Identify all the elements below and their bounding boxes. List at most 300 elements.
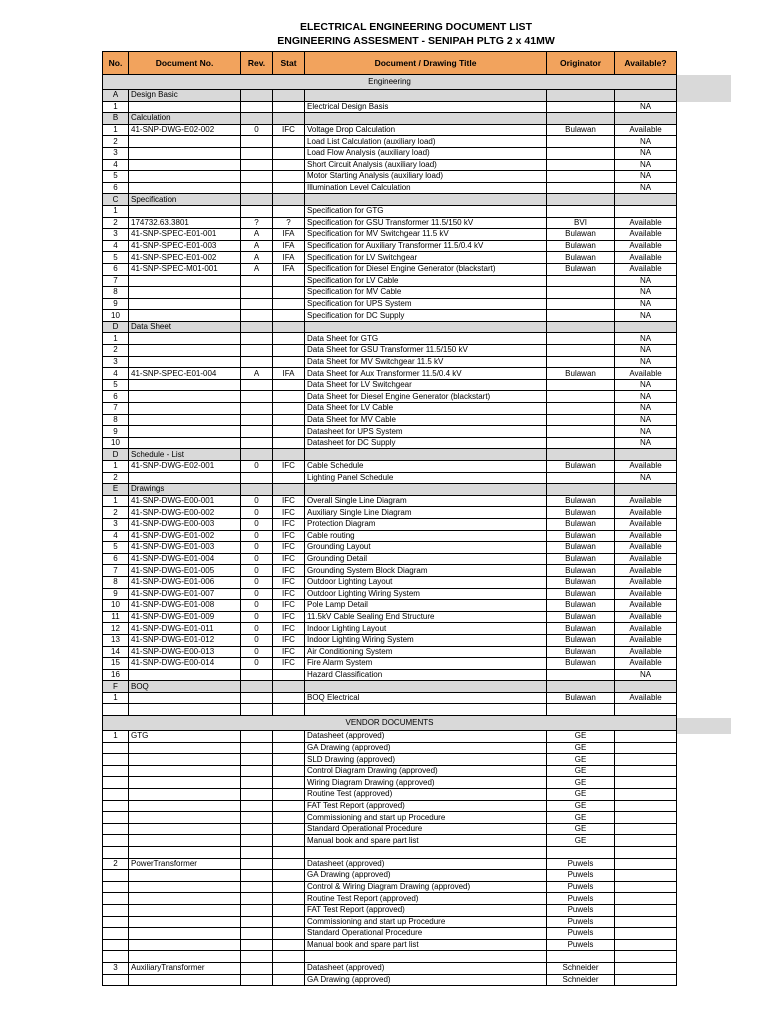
row-no [103,704,129,716]
engineering-banner-row [103,75,677,90]
document-title-block [0,20,768,48]
document-title-cell: Short Circuit Analysis (auxiliary load) [305,159,547,171]
document-title-cell: Grounding Layout [305,542,547,554]
availability: NA [615,159,677,171]
row-no: 1 [103,731,129,743]
row-no: 3 [103,356,129,368]
row-no [103,904,129,916]
document-number [129,182,241,194]
status: IFC [273,588,305,600]
table-row [103,310,677,322]
row-no: 4 [103,240,129,252]
revision: 0 [241,588,273,600]
document-title-cell: Air Conditioning System [305,646,547,658]
table-row [103,298,677,310]
empty-cell [241,194,273,206]
vendor-banner-row [103,716,677,731]
table-row [103,916,677,928]
document-number: 41-SNP-SPEC-E01-001 [129,229,241,241]
revision [241,858,273,870]
originator [547,171,615,183]
row-no: 6 [103,182,129,194]
status [273,847,305,859]
table-row [103,553,677,565]
empty-cell [615,321,677,333]
revision [241,928,273,940]
table-row [103,692,677,704]
revision [241,437,273,449]
row-no: 1 [103,101,129,113]
availability: Available [615,542,677,554]
availability: NA [615,345,677,357]
revision: A [241,252,273,264]
revision [241,881,273,893]
status [273,765,305,777]
document-number: 41-SNP-DWG-E01-012 [129,634,241,646]
document-title-cell: Datasheet for DC Supply [305,437,547,449]
revision: A [241,229,273,241]
document-number [129,893,241,905]
revision: 0 [241,461,273,473]
table-row [103,904,677,916]
table-row [103,542,677,554]
empty-cell [547,321,615,333]
empty-cell [273,90,305,102]
originator [547,287,615,299]
revision [241,742,273,754]
empty-cell [547,113,615,125]
status [273,692,305,704]
revision [241,136,273,148]
row-no: 12 [103,623,129,635]
status: IFC [273,646,305,658]
availability: NA [615,426,677,438]
revision [241,414,273,426]
document-title-cell: Indoor Lighting Layout [305,623,547,635]
originator: Bulawan [547,518,615,530]
availability [615,777,677,789]
row-no: 2 [103,136,129,148]
empty-cell [547,90,615,102]
table-row [103,870,677,882]
table-row [103,835,677,847]
availability [615,765,677,777]
document-number [129,391,241,403]
status [273,414,305,426]
document-title-cell: Routine Test Report (approved) [305,893,547,905]
document-title-cell: Specification for UPS System [305,298,547,310]
document-title-cell: Data Sheet for LV Switchgear [305,379,547,391]
row-no: 8 [103,414,129,426]
availability: NA [615,379,677,391]
empty-cell [305,113,547,125]
document-number: 41-SNP-DWG-E00-013 [129,646,241,658]
row-no: B [103,113,129,125]
document-title-cell: Specification for GTG [305,205,547,217]
row-no [103,765,129,777]
status [273,287,305,299]
originator: Bulawan [547,530,615,542]
row-no: 2 [103,345,129,357]
document-number [129,310,241,322]
row-no: 5 [103,171,129,183]
header-available: Available? [615,52,677,75]
document-number: 41-SNP-DWG-E00-003 [129,518,241,530]
originator: Puwels [547,904,615,916]
availability [615,870,677,882]
row-no: 2 [103,217,129,229]
document-title-cell: Data Sheet for Diesel Engine Generator (blackstart) [305,391,547,403]
availability: NA [615,333,677,345]
row-no [103,939,129,951]
availability: Available [615,263,677,275]
revision [241,205,273,217]
originator: Bulawan [547,565,615,577]
table-row [103,171,677,183]
document-number: 41-SNP-DWG-E00-001 [129,495,241,507]
revision: 0 [241,124,273,136]
document-number: 41-SNP-DWG-E01-008 [129,600,241,612]
document-number [129,812,241,824]
document-title-cell: 11.5kV Cable Sealing End Structure [305,611,547,623]
document-title-cell: Specification for DC Supply [305,310,547,322]
document-number [129,881,241,893]
revision [241,310,273,322]
originator: Puwels [547,939,615,951]
document-number [129,147,241,159]
status [273,870,305,882]
status [273,893,305,905]
table-row [103,588,677,600]
document-number [129,951,241,963]
availability: NA [615,356,677,368]
row-no: 10 [103,310,129,322]
table-row [103,731,677,743]
table-row [103,379,677,391]
document-title-cell: Protection Diagram [305,518,547,530]
table-row [103,974,677,986]
document-title-cell: Specification for Diesel Engine Generator (blackstart) [305,263,547,275]
table-row [103,368,677,380]
empty-cell [273,484,305,496]
row-no: 2 [103,472,129,484]
section-row [103,113,677,125]
document-title-cell: Pole Lamp Detail [305,600,547,612]
document-number: 41-SNP-DWG-E01-011 [129,623,241,635]
status: IFC [273,518,305,530]
row-no [103,823,129,835]
section-name: Data Sheet [129,321,241,333]
empty-cell [547,194,615,206]
availability: Available [615,124,677,136]
originator [547,147,615,159]
status: IFC [273,495,305,507]
document-title-cell: Datasheet (approved) [305,962,547,974]
status [273,704,305,716]
row-no [103,812,129,824]
availability [615,939,677,951]
status [273,904,305,916]
status [273,182,305,194]
revision [241,287,273,299]
table-row [103,495,677,507]
originator: Bulawan [547,692,615,704]
table-row [103,333,677,345]
row-no: 9 [103,298,129,310]
status: IFC [273,553,305,565]
row-no: 10 [103,437,129,449]
availability: Available [615,461,677,473]
originator: Bulawan [547,646,615,658]
status: IFC [273,542,305,554]
revision: 0 [241,507,273,519]
status [273,403,305,415]
originator: Bulawan [547,658,615,670]
availability: NA [615,101,677,113]
table-row [103,823,677,835]
table-row [103,951,677,963]
document-number: 41-SNP-SPEC-E01-003 [129,240,241,252]
row-no: F [103,681,129,693]
table-row [103,507,677,519]
row-no: D [103,449,129,461]
empty-cell [615,484,677,496]
table-row [103,101,677,113]
originator [547,391,615,403]
table-row [103,182,677,194]
availability [615,893,677,905]
empty-cell [305,194,547,206]
table-row [103,600,677,612]
document-title-cell: Commissioning and start up Procedure [305,812,547,824]
document-title-cell: Datasheet (approved) [305,731,547,743]
availability: NA [615,275,677,287]
section-row [103,484,677,496]
document-title-cell: Load List Calculation (auxiliary load) [305,136,547,148]
document-number [129,823,241,835]
table-row [103,623,677,635]
document-number [129,205,241,217]
table-row [103,777,677,789]
status [273,858,305,870]
document-number [129,847,241,859]
availability: NA [615,136,677,148]
availability [615,974,677,986]
document-number [129,287,241,299]
row-no: 15 [103,658,129,670]
document-title-cell: Standard Operational Procedure [305,823,547,835]
revision [241,391,273,403]
originator [547,136,615,148]
originator: Bulawan [547,611,615,623]
header-rev: Rev. [241,52,273,75]
status [273,136,305,148]
revision [241,974,273,986]
section-row [103,449,677,461]
availability: NA [615,171,677,183]
table-row [103,800,677,812]
empty-cell [615,90,677,102]
row-no: 4 [103,530,129,542]
table-row [103,576,677,588]
originator [547,356,615,368]
availability: Available [615,530,677,542]
originator: Bulawan [547,576,615,588]
originator [547,310,615,322]
table-row [103,658,677,670]
availability: NA [615,669,677,681]
document-title-cell: Illumination Level Calculation [305,182,547,194]
originator [547,205,615,217]
status [273,101,305,113]
status [273,939,305,951]
originator: Puwels [547,881,615,893]
row-no: 8 [103,287,129,299]
originator [547,951,615,963]
status: IFC [273,634,305,646]
status [273,147,305,159]
table-row [103,812,677,824]
availability [615,916,677,928]
availability: Available [615,692,677,704]
originator [547,379,615,391]
table-row [103,565,677,577]
document-number [129,472,241,484]
row-no: 1 [103,205,129,217]
revision [241,101,273,113]
document-number [129,939,241,951]
revision [241,275,273,287]
document-title-cell: Fire Alarm System [305,658,547,670]
originator [547,437,615,449]
section-name: Calculation [129,113,241,125]
empty-cell [615,681,677,693]
revision [241,962,273,974]
empty-cell [305,449,547,461]
availability: Available [615,507,677,519]
originator: GE [547,754,615,766]
originator: GE [547,789,615,801]
revision: 0 [241,646,273,658]
status [273,974,305,986]
availability: Available [615,611,677,623]
originator: GE [547,800,615,812]
document-title-cell: Outdoor Lighting Layout [305,576,547,588]
table-row [103,124,677,136]
revision [241,159,273,171]
table-row [103,928,677,940]
document-title-cell: Outdoor Lighting Wiring System [305,588,547,600]
header-no: No. [103,52,129,75]
revision [241,754,273,766]
row-no [103,893,129,905]
revision [241,472,273,484]
status: IFC [273,576,305,588]
originator [547,414,615,426]
status: IFA [273,229,305,241]
document-list-table [102,51,677,986]
document-number: GTG [129,731,241,743]
document-number [129,904,241,916]
table-row [103,669,677,681]
originator: Bulawan [547,634,615,646]
revision: 0 [241,565,273,577]
empty-cell [241,484,273,496]
status [273,426,305,438]
document-number: 41-SNP-SPEC-E01-004 [129,368,241,380]
table-row [103,754,677,766]
revision [241,704,273,716]
status [273,205,305,217]
availability: Available [615,240,677,252]
table-row [103,403,677,415]
row-no: 7 [103,403,129,415]
status: IFC [273,461,305,473]
row-no [103,742,129,754]
document-title-cell: Auxiliary Single Line Diagram [305,507,547,519]
document-number: AuxiliaryTransformer [129,962,241,974]
row-no: 7 [103,565,129,577]
revision [241,731,273,743]
revision [241,812,273,824]
document-number [129,379,241,391]
revision: A [241,263,273,275]
row-no: 3 [103,147,129,159]
document-title-cell: Cable Schedule [305,461,547,473]
table-row [103,765,677,777]
status [273,823,305,835]
row-no: 3 [103,229,129,241]
originator [547,345,615,357]
row-no [103,777,129,789]
vendor-banner: VENDOR DOCUMENTS [103,716,677,731]
document-number [129,742,241,754]
originator: Schneider [547,962,615,974]
originator: Puwels [547,893,615,905]
revision: 0 [241,634,273,646]
status: IFC [273,507,305,519]
status [273,742,305,754]
originator: Schneider [547,974,615,986]
row-no: 1 [103,333,129,345]
availability [615,928,677,940]
empty-cell [615,449,677,461]
document-number [129,692,241,704]
table-row [103,858,677,870]
table-row [103,426,677,438]
originator [547,159,615,171]
availability [615,904,677,916]
availability: Available [615,495,677,507]
table-row [103,704,677,716]
revision [241,777,273,789]
row-no: 11 [103,611,129,623]
empty-cell [273,681,305,693]
availability [615,823,677,835]
originator: GE [547,823,615,835]
originator [547,669,615,681]
row-no [103,974,129,986]
status [273,881,305,893]
originator: Bulawan [547,124,615,136]
document-title-cell: FAT Test Report (approved) [305,800,547,812]
row-no: 10 [103,600,129,612]
table-row [103,461,677,473]
revision [241,765,273,777]
section-name: Specification [129,194,241,206]
document-title-cell [305,951,547,963]
empty-cell [273,194,305,206]
